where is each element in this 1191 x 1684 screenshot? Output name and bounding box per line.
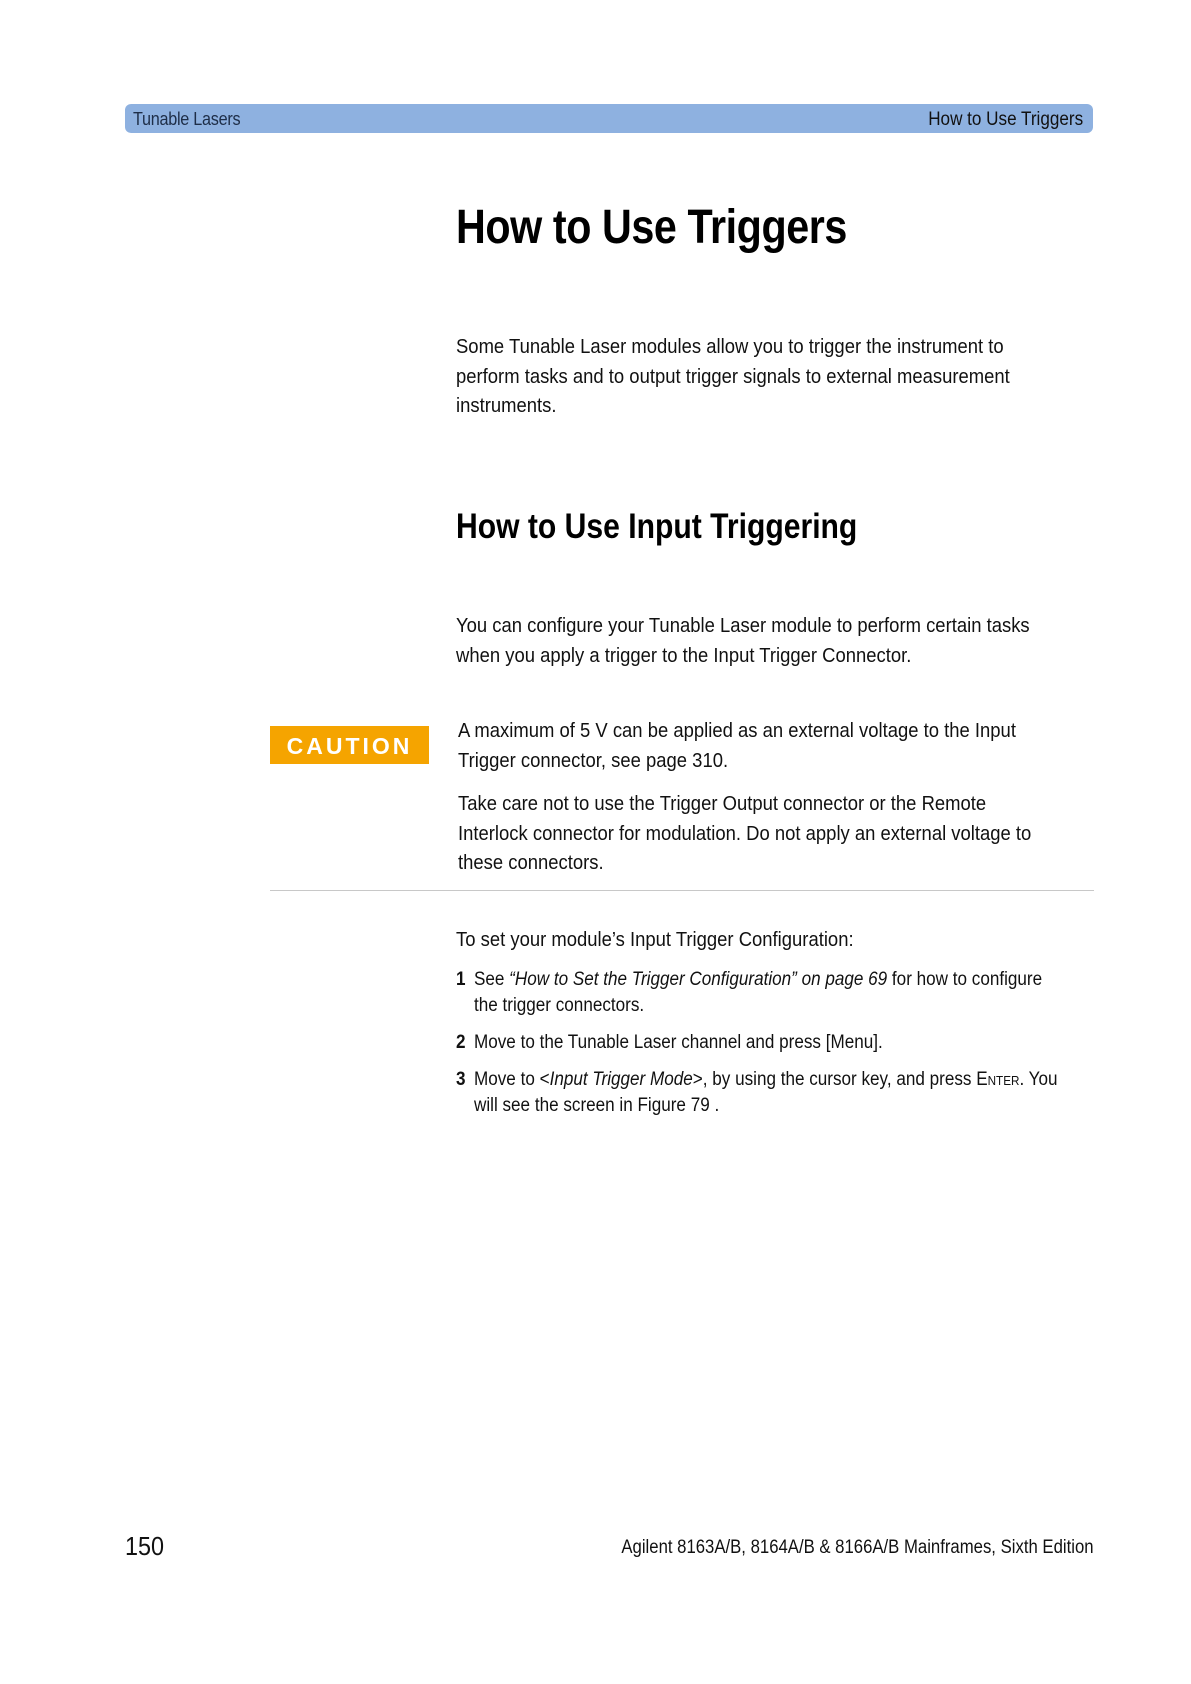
list-item: 3 Move to <Input Trigger Mode>, by using the cursor key, and press Enter. You will see the screen in Figure 79 . (456, 1069, 1058, 1116)
section-heading: How to Use Input Triggering (456, 507, 858, 546)
footer-edition: Agilent 8163A/B, 8164A/B & 8166A/B Mainframes, Sixth Edition (621, 1537, 1094, 1558)
caution-text-2: Take care not to use the Trigger Output connector or the Remote Interlock connector for modulation. Do not apply an external voltage to these connectors. (458, 792, 1032, 874)
step-number: 2 (456, 1032, 466, 1053)
caution-badge: CAUTION (270, 726, 429, 764)
enter-key-label: Enter (976, 1069, 1020, 1090)
caution-divider (270, 890, 1094, 891)
list-item: 1 See “How to Set the Trigger Configuration” on page 69 for how to configure the trigger connectors. (456, 969, 1043, 1016)
page-title: How to Use Triggers (456, 201, 847, 254)
list-item: 2 Move to the Tunable Laser channel and press [Menu]. (456, 1030, 1068, 1056)
step-number: 1 (456, 969, 466, 990)
intro-paragraph: Some Tunable Laser modules allow you to trigger the instrument to perform tasks and to output trigger signals to external measurement instruments. (456, 335, 1010, 417)
procedure-lead: To set your module’s Input Trigger Configuration: (456, 928, 854, 951)
step-number: 3 (456, 1069, 466, 1090)
section-paragraph: You can configure your Tunable Laser module to perform certain tasks when you apply a trigger to the Input Trigger Connector. (456, 614, 1030, 667)
cross-reference-link[interactable]: “How to Set the Trigger Configuration” on page 69 (509, 969, 888, 990)
header-chapter-title: Tunable Lasers (133, 109, 241, 129)
page-number: 150 (125, 1531, 165, 1561)
caution-text-1: A maximum of 5 V can be applied as an external voltage to the Input Trigger connector, see page 310. (458, 719, 1016, 772)
running-header (125, 104, 1093, 133)
procedure-steps (456, 967, 1068, 1130)
header-section-title: How to Use Triggers (928, 109, 1083, 130)
